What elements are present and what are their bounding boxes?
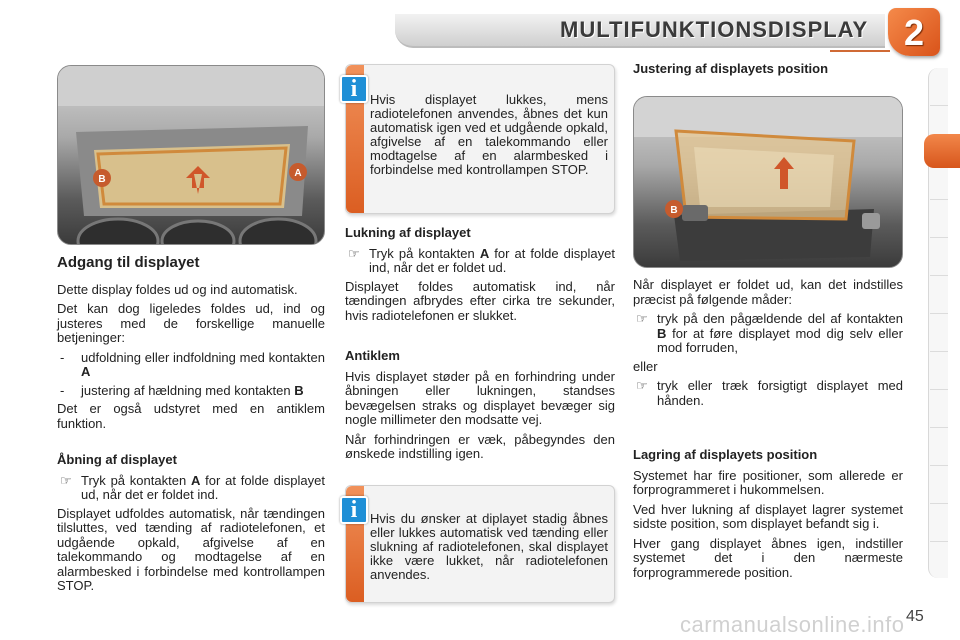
list-item bbox=[633, 312, 903, 356]
column-adjust-heading bbox=[633, 62, 903, 83]
list-item bbox=[345, 247, 615, 276]
pointer-icon: ☞ bbox=[60, 472, 72, 488]
label-b-right: B bbox=[670, 205, 678, 216]
list-item-text: Tryk på kontakten bbox=[81, 472, 191, 488]
info-text: Hvis du ønsker at diplayet stadig åbnes eller lukkes automatisk ved tænding eller slukning af radiotelefonen, skal displayet ikke være lukket, når radiotelefonen anvendes. bbox=[370, 511, 608, 582]
column-adjust bbox=[633, 278, 903, 585]
section-heading-opening: Åbning af displayet bbox=[57, 452, 177, 467]
page-header bbox=[0, 0, 960, 62]
switch-label: A bbox=[479, 245, 490, 261]
list-marker: - bbox=[60, 382, 65, 398]
chapter-tab bbox=[930, 78, 948, 106]
display-adjust-drawing bbox=[634, 97, 903, 268]
list-item bbox=[57, 474, 325, 503]
pointer-icon: ☞ bbox=[636, 311, 648, 326]
list-item bbox=[57, 351, 325, 380]
list-item-text: justering af hældning med kontakten bbox=[81, 382, 295, 398]
paragraph: Det er også udstyret med en antiklem funktion. bbox=[57, 401, 325, 431]
header-divider bbox=[830, 50, 890, 52]
list-item-text: for at folde displayet ind, når det er foldet ud. bbox=[369, 245, 615, 275]
page-number: 45 bbox=[906, 608, 924, 625]
dashboard-display-illustration bbox=[57, 65, 325, 245]
page-title: MULTIFUNKTIONSDISPLAY bbox=[560, 17, 869, 42]
column-closing bbox=[345, 226, 615, 467]
chapter-tab-active bbox=[924, 134, 960, 168]
pointer-icon: ☞ bbox=[348, 245, 360, 261]
chapter-tab bbox=[930, 324, 948, 352]
switch-label: A bbox=[190, 472, 201, 488]
list-item-text: Tryk på kontakten bbox=[369, 245, 480, 261]
pointer-icon: ☞ bbox=[636, 378, 648, 393]
info-icon: i bbox=[340, 75, 368, 103]
chapter-tab bbox=[930, 286, 948, 314]
info-text: Hvis displayet lukkes, mens radiotelefonen anvendes, åbnes det kun automatisk igen ved et udgående opkald, afgivelse af en talekommando eller modtagelse af en alarmbesked i forbindelse med kontrollampen STOP. bbox=[370, 92, 608, 177]
info-icon: i bbox=[340, 496, 368, 524]
switch-label: B bbox=[294, 382, 304, 398]
paragraph: Ved hver lukning af displayet lagrer systemet sidste position, som displayet befandt sig i. bbox=[633, 501, 903, 531]
list-item-text: tryk på den pågældende del af kontakten bbox=[657, 311, 903, 326]
paragraph: Displayet udfoldes automatisk, når tændingen tilsluttes, ved tænding af radiotelefonen, et udgående opkald, afgivelse af en talekommando og modtagelse af en alarmbesked i forbindelse med kontrollampen STOP. bbox=[57, 505, 325, 593]
list-item bbox=[57, 384, 325, 399]
label-a: A bbox=[294, 168, 302, 179]
list-item-text: for at folde displayet ud, når det er foldet ind. bbox=[81, 472, 325, 502]
list-item-text: udfoldning eller indfoldning med kontakten bbox=[81, 349, 325, 365]
section-heading-antipinch: Antiklem bbox=[345, 348, 400, 363]
section-heading-closing: Lukning af displayet bbox=[345, 225, 471, 240]
chapter-tab bbox=[930, 476, 948, 504]
list-item-text: tryk eller træk forsigtigt displayet med hånden. bbox=[657, 378, 903, 408]
chapter-number: 2 bbox=[903, 12, 925, 53]
watermark: carmanualsonline.info bbox=[680, 612, 905, 637]
label-b: B bbox=[98, 174, 106, 185]
paragraph: Displayet foldes automatisk ind, når tændingen afbrydes efter cirka tre sekunder, hvis radiotelefonen er slukket. bbox=[345, 278, 615, 323]
chapter-tab bbox=[930, 172, 948, 200]
info-box-closing-note bbox=[345, 64, 615, 214]
chapter-tab bbox=[930, 514, 948, 542]
paragraph: Dette display foldes ud og ind automatisk. bbox=[57, 281, 298, 297]
column-access bbox=[57, 256, 325, 599]
chapter-badge bbox=[888, 8, 940, 56]
chapter-tab bbox=[930, 438, 948, 466]
switch-label: B bbox=[657, 325, 667, 341]
chapter-tab bbox=[930, 400, 948, 428]
list-item-text: for at føre displayet mod dig selv eller mod forruden, bbox=[657, 325, 903, 355]
paragraph: Det kan dog ligeledes foldes ud, ind og justeres med de forskellige manuelle betjeninger: bbox=[57, 301, 325, 345]
paragraph: Når displayet er foldet ud, kan det indstilles præcist på følgende måder: bbox=[633, 277, 903, 307]
paragraph: Hver gang displayet åbnes igen, indstiller systemet det i den nærmeste forprogrammerede position. bbox=[633, 535, 903, 580]
paragraph: Systemet har fire positioner, som allerede er forprogrammeret i hukommelsen. bbox=[633, 467, 903, 497]
section-heading-adjust: Justering af displayets position bbox=[633, 61, 829, 76]
dashboard-display-drawing bbox=[58, 66, 325, 245]
paragraph: Hvis displayet støder på en forhindring under åbningen eller lukningen, standses bevægelsen straks og displayet bevæger sig nogle millimeter den modsatte vej. bbox=[345, 368, 615, 427]
section-heading-memory: Lagring af displayets position bbox=[633, 447, 818, 462]
list-marker: - bbox=[60, 349, 65, 365]
list-item bbox=[633, 379, 903, 408]
info-box-automatic-note bbox=[345, 485, 615, 603]
paragraph: eller bbox=[633, 358, 658, 374]
switch-label: A bbox=[81, 364, 91, 379]
display-adjust-illustration bbox=[633, 96, 903, 268]
section-title-access: Adgang til displayet bbox=[57, 254, 200, 271]
chapter-tab bbox=[930, 362, 948, 390]
chapter-tab bbox=[930, 210, 948, 238]
paragraph: Når forhindringen er væk, påbegyndes den ønskede indstilling igen. bbox=[345, 431, 615, 461]
chapter-tab bbox=[930, 248, 948, 276]
